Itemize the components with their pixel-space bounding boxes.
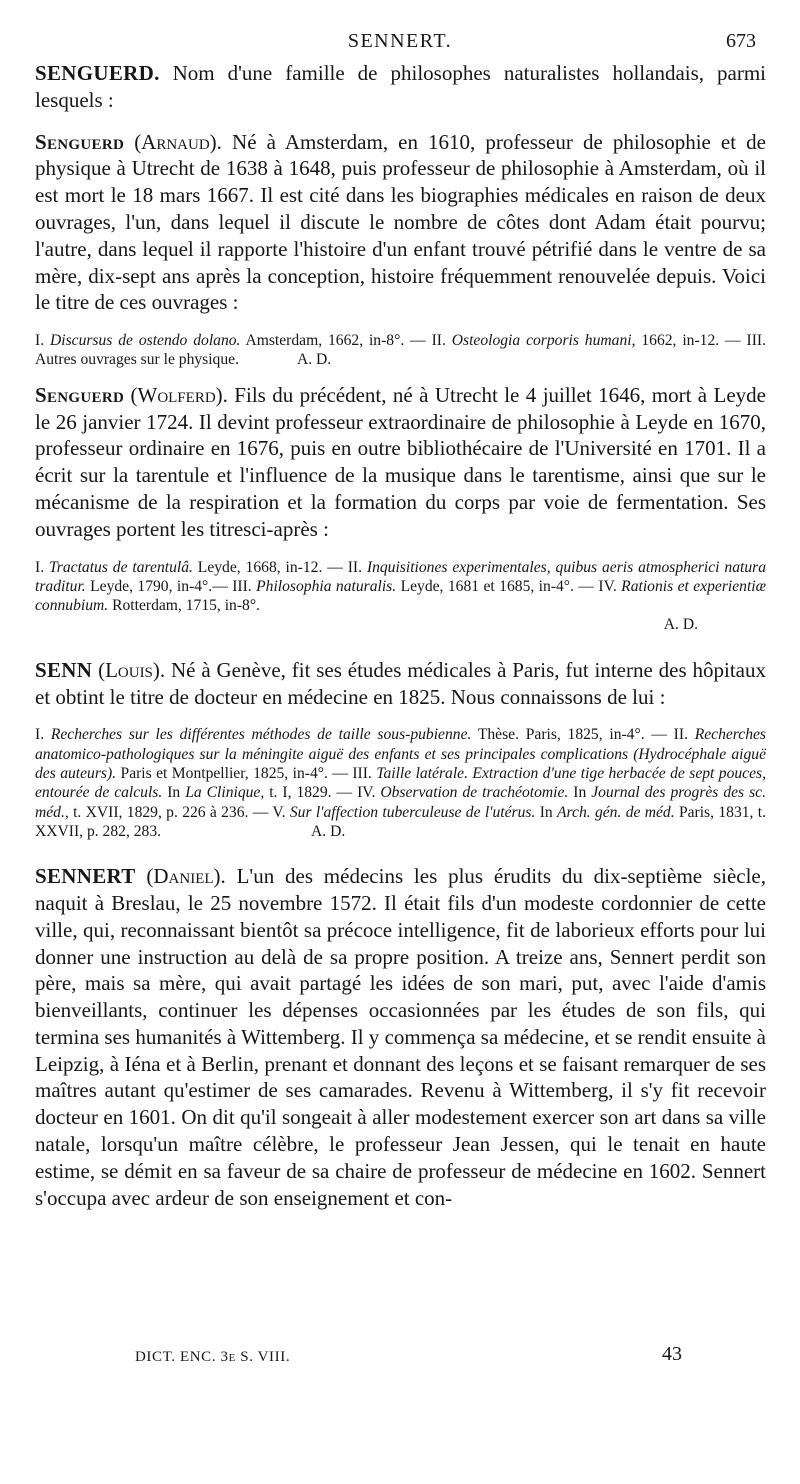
bibliography-wolferd bbox=[35, 558, 766, 635]
ref-title: Taille latérale. Extraction d'une tige herbacée de sept pouces, entourée de calculs. bbox=[35, 764, 766, 802]
ref-text: Paris et Montpellier, 1825, in-4°. — III. bbox=[116, 764, 377, 782]
ref-text: Thèse. Paris, 1825, in-4°. — II. bbox=[471, 726, 695, 744]
ref-number: I. bbox=[35, 726, 51, 744]
entry-sennert-daniel bbox=[35, 863, 766, 1211]
entry-headword: SENN bbox=[35, 657, 93, 682]
ref-text: Leyde, 1668, in-12. — II. bbox=[192, 558, 367, 576]
ref-journal: Journal des progrès des sc. méd., bbox=[35, 784, 766, 821]
ref-number: I. bbox=[35, 558, 49, 576]
ref-number: I. bbox=[35, 332, 50, 350]
ref-text: In bbox=[535, 803, 558, 821]
ref-title: Inquisitiones experimentales, quibus aeris atmospherici natura traditur. bbox=[35, 558, 766, 595]
ref-text: Paris, 1831, t. XXVII, p. 282, 283. bbox=[35, 803, 766, 840]
entry-given-name: (Wolferd). bbox=[130, 382, 228, 407]
entry-senn-louis bbox=[35, 657, 766, 711]
signature-mark: DICT. ENC. 3e S. VIII. bbox=[135, 1349, 291, 1365]
bibliography-senn bbox=[35, 725, 766, 841]
entry-headword: Senguerd bbox=[35, 382, 125, 407]
running-header bbox=[0, 30, 800, 60]
ref-journal: La Clinique, bbox=[185, 784, 265, 802]
entry-senguerd-wolferd bbox=[35, 382, 766, 543]
ref-title: Osteologia corporis humani, bbox=[451, 332, 636, 350]
entry-senguerd-family bbox=[35, 60, 766, 114]
running-title: SENNERT. bbox=[347, 30, 453, 52]
entry-headword: SENGUERD. bbox=[35, 61, 160, 85]
page-body bbox=[35, 60, 766, 1211]
ref-text: t. I, 1829. — IV. bbox=[264, 784, 381, 802]
author-signature: A. D. bbox=[311, 822, 346, 840]
ref-title: Discursus de ostendo dolano. bbox=[49, 332, 241, 350]
bibliography-arnaud bbox=[35, 331, 766, 370]
ref-title: Rationis et experientiæ connubium. bbox=[35, 577, 767, 615]
ref-text: Rotterdam, 1715, in-8°. bbox=[108, 597, 260, 615]
ref-title: Philosophia naturalis. bbox=[256, 577, 397, 595]
entry-given-name: (Louis). bbox=[98, 657, 166, 682]
ref-text: Amsterdam, 1662, in-8°. — II. bbox=[240, 332, 452, 350]
author-signature: A. D. bbox=[663, 616, 698, 634]
ref-title: Observation de trachéotomie. bbox=[380, 784, 569, 802]
page-number: 673 bbox=[726, 30, 756, 52]
entry-text: Né à Amsterdam, en 1610, professeur de philosophie et de physique à Utrecht de 1638 à 1648, puis professeur de philosophie à Amsterdam, où il est mort le 18 mars 1667. Il est cité dans les biographies médicales en raison de deux ouvrages, l'un, dans lequel il discute le nombre de côtes dont Adam était pourvu; l'autre, dans lequel il rapporte l'histoire d'un enfant trouvé pétrifié dans le ventre de sa mère, dix-sept ans après la conception, histoire fréquemment renouvelée depuis. Voici le titre de ces ouvrages : bbox=[35, 129, 766, 315]
entry-text: Nom d'une famille de philosophes naturalistes hollandais, parmi lesquels : bbox=[35, 61, 766, 112]
entry-text: Fils du précédent, né à Utrecht le 4 juillet 1646, mort à Leyde le 26 janvier 1724. Il devint professeur extraordinaire de philosophie à Leyde en 1670, professeur ordinaire en 1676, puis en outre bibliothécaire de l'Université en 1701. Il a écrit sur la tarentule et l'influence de la musique dans le tarentisme, ainsi que sur le mécanisme de la respiration et la formation du corps par voie de fermentation. Ses ouvrages portent les titresci-après : bbox=[35, 382, 767, 541]
ref-title: Recherches anatomico-pathologiques sur la méningite aiguë des enfants et ses principales complications (Hydrocéphale aiguë des auteurs). bbox=[35, 726, 766, 782]
entry-text: Né à Genève, fit ses études médicales à Paris, fut interne des hôpitaux et obtint le titre de docteur en médecine en 1825. Nous connaissons de lui : bbox=[35, 657, 767, 709]
page-footer bbox=[0, 1343, 800, 1373]
ref-text: Leyde, 1790, in-4°.— III. bbox=[85, 577, 257, 595]
author-signature: A. D. bbox=[296, 351, 332, 369]
entry-given-name: (Daniel). bbox=[146, 864, 226, 889]
ref-title: Recherches sur les différentes méthodes de taille sous-pubienne. bbox=[50, 726, 472, 744]
ref-text: In bbox=[568, 784, 592, 802]
entry-headword: SENNERT bbox=[35, 864, 136, 889]
sheet-number: 43 bbox=[662, 1343, 682, 1365]
entry-headword: Senguerd bbox=[35, 129, 125, 154]
ref-text: t. XVII, 1829, p. 226 à 236. — V. bbox=[68, 803, 290, 821]
entry-text: L'un des médecins les plus érudits du dix-septième siècle, naquit à Breslau, le 25 novembre 1572. Il était fils d'un modeste cordonnier de cette ville, qui, reconnaissant bientôt sa précoce intelligence, fit de laborieux efforts pour lui donner une instruction au delà de sa propre position. A treize ans, Sennert perdit son père, mais sa mère, qui avait partagé les idées de son mari, put, avec l'aide d'amis bienveillants, continuer les dépenses occasionnées par les études de son fils, qui termina ses humanités à Wittemberg. Il y commença sa médecine, et se rendit ensuite à Leipzig, à Iéna et à Berlin, prenant et donnant des leçons et se faisant remarquer de ses maîtres autant qu'estimer de ses camarades. Revenu à Wittemberg, il s'y fit recevoir docteur en 1601. On dit qu'il songeait à aller modestement exercer son art dans sa ville natale, lorsqu'un maître célèbre, le professeur Jean Jessen, qui le tenait en haute estime, se démit en sa faveur de sa chaire de professeur de médecine en 1602. Sennert s'occupa avec ardeur de son enseignement et con- bbox=[35, 864, 766, 1210]
ref-text: Leyde, 1681 et 1685, in-4°. — IV. bbox=[396, 577, 622, 595]
ref-journal: Arch. gén. de méd. bbox=[557, 803, 675, 821]
ref-title: Sur l'affection tuberculeuse de l'utérus. bbox=[289, 803, 536, 821]
entry-given-name: (Arnaud). bbox=[134, 129, 222, 154]
ref-text: 1662, in-12. — III. Autres ouvrages sur le physique. bbox=[35, 332, 766, 369]
ref-title: Tractatus de tarentulâ. bbox=[48, 558, 193, 576]
ref-text: In bbox=[162, 784, 186, 802]
entry-senguerd-arnaud bbox=[35, 129, 766, 317]
